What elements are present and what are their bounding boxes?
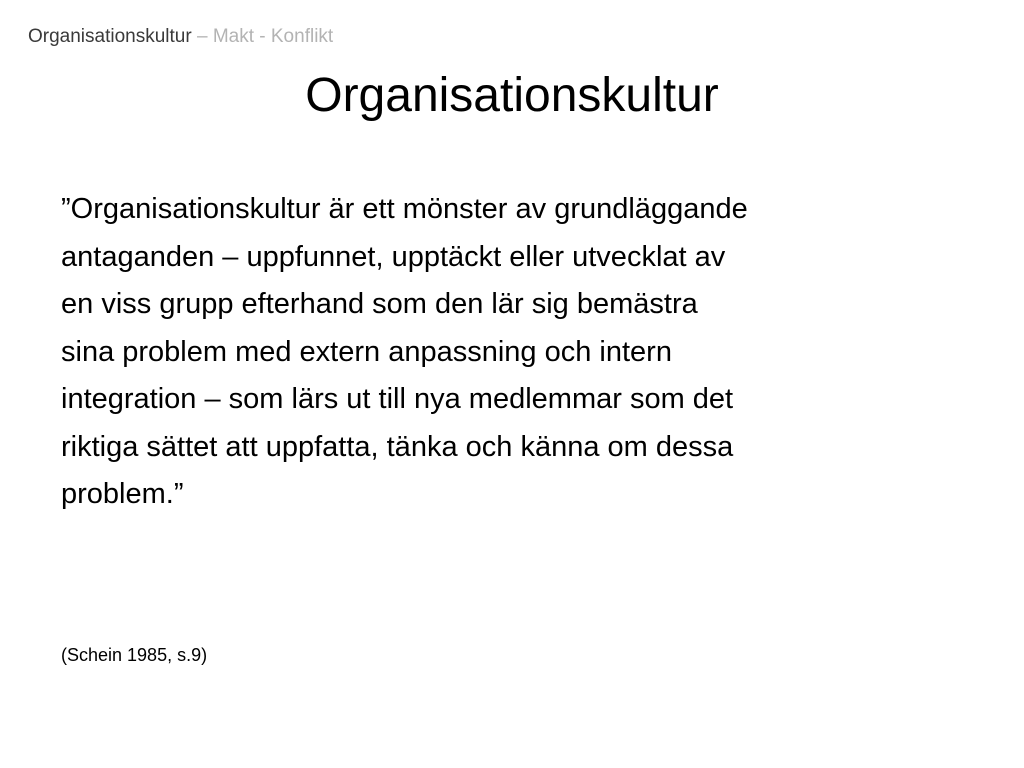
slide-title: Organisationskultur xyxy=(305,69,719,122)
quote-line: ”Organisationskultur är ett mönster av grundläggande xyxy=(61,193,748,225)
citation: (Schein 1985, s.9) xyxy=(61,645,208,665)
quote-line: en viss grupp efterhand som den lär sig bemästra xyxy=(61,288,698,320)
breadcrumb-current-section: Organisationskultur xyxy=(28,26,192,47)
quote-line: problem.” xyxy=(61,478,184,510)
quote-line: integration – som lärs ut till nya medlemmar som det xyxy=(61,383,734,415)
definition-quote xyxy=(61,186,1001,519)
quote-line: antaganden – uppfunnet, upptäckt eller utvecklat av xyxy=(61,240,726,273)
breadcrumb xyxy=(28,24,333,50)
quote-line: sina problem med extern anpassning och intern xyxy=(61,335,672,368)
breadcrumb-other-sections: – Makt - Konflikt xyxy=(191,26,334,47)
quote-line: riktiga sättet att uppfatta, tänka och känna om dessa xyxy=(61,430,734,463)
